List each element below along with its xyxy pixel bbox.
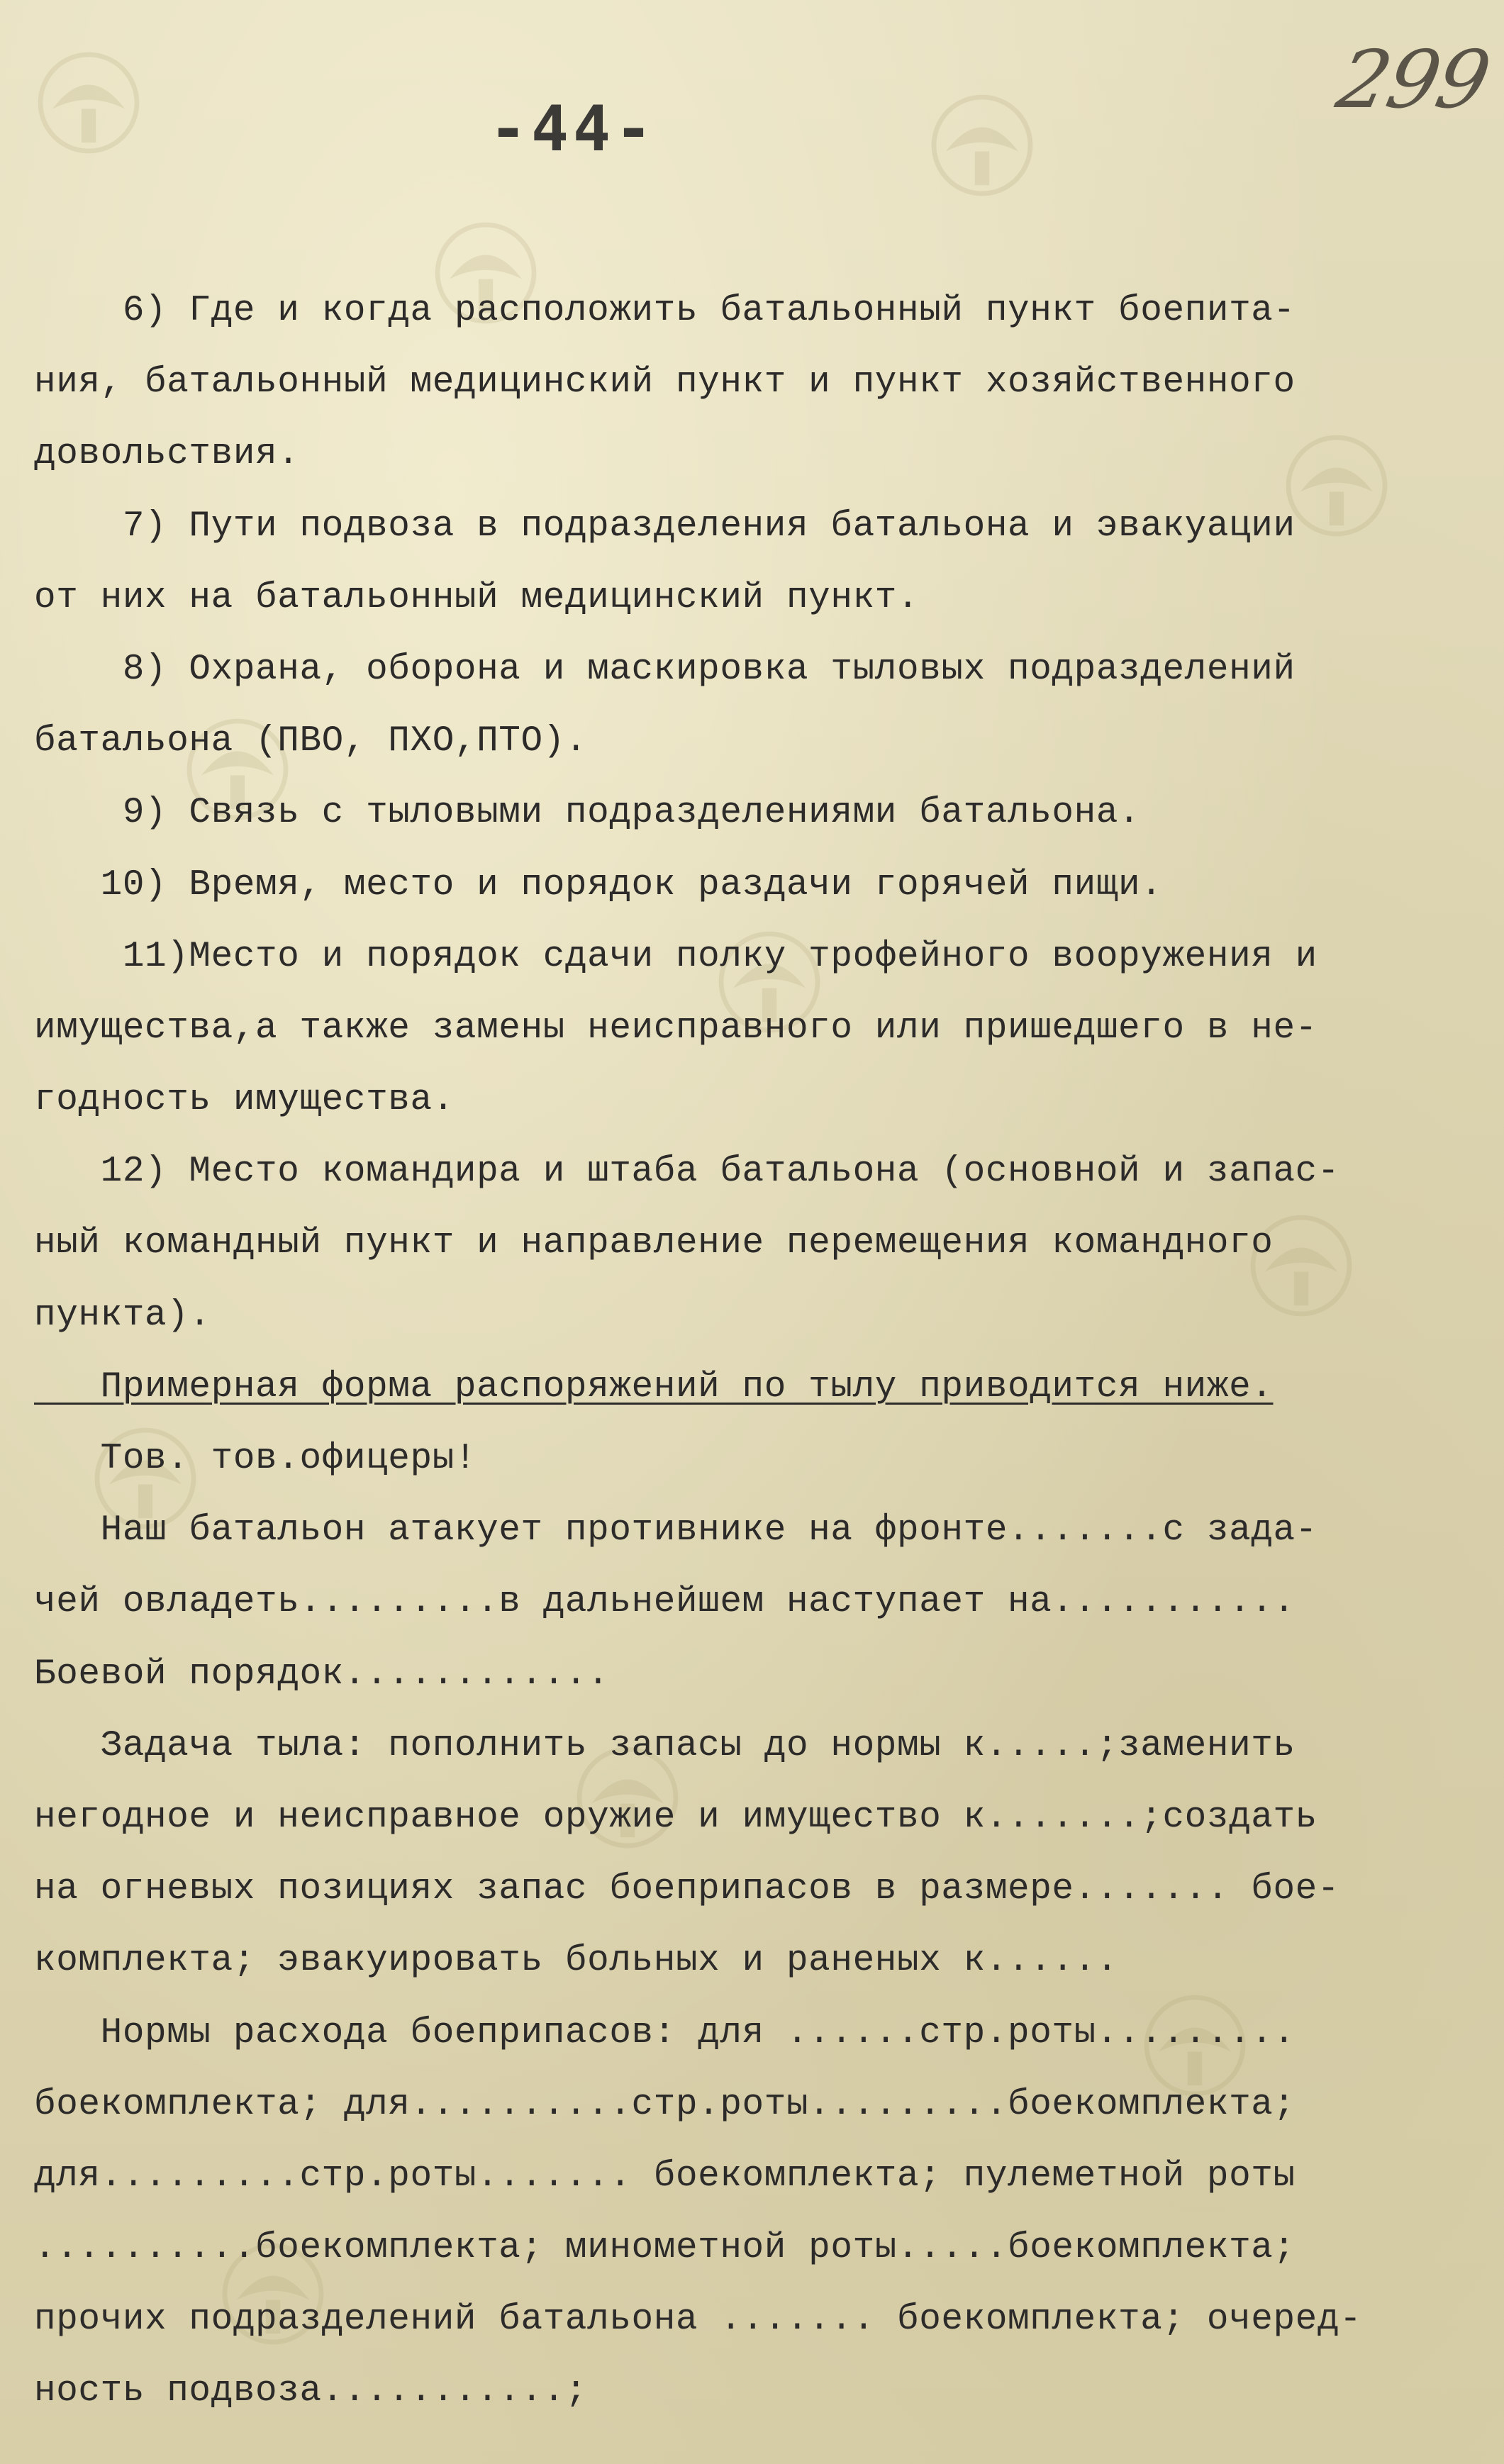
text-line: 10) Время, место и порядок раздачи горячей пищи. (34, 864, 1163, 905)
folio-number: 299 (1330, 34, 1497, 126)
text-line: 7) Пути подвоза в подразделения батальона и эвакуации (34, 506, 1296, 547)
text-line: негодное и неисправное оружие и имущество к.......;создать (34, 1797, 1318, 1838)
text-line: Нормы расхода боеприпасов: для ......стр.роты......... (34, 2012, 1296, 2053)
text-line: 9) Связь с тыловыми подразделениями батальона. (34, 793, 1141, 834)
text-line: прочих подразделений батальона ....... боекомплекта; очеред- (34, 2299, 1362, 2341)
text-line: ность подвоза...........; (34, 2371, 588, 2412)
text-line: 11)Место и порядок сдачи полку трофейного вооружения и (34, 936, 1318, 977)
text-line: Наш батальон атакует противнике на фронте.......с зада- (34, 1510, 1318, 1551)
text-line: Боевой порядок............ (34, 1654, 610, 1695)
text-line: ния, батальонный медицинский пункт и пункт хозяйственного (34, 362, 1296, 403)
text-line: ..........боекомплекта; минометной роты.....боекомплекта; (34, 2228, 1296, 2269)
watermark-crest-icon (922, 85, 1042, 206)
page-number: -44- (489, 92, 657, 165)
underlined-heading-text: Примерная форма распоряжений по тылу приводится ниже. (34, 1366, 1274, 1407)
text-line: Задача тыла: пополнить запасы до нормы к.....;заменить (34, 1725, 1296, 1766)
text-line: комплекта; эвакуировать больных и раненых к...... (34, 1941, 1119, 1982)
text-line: боекомплекта; для..........стр.роты.........боекомплекта; (34, 2084, 1296, 2125)
underlined-heading-line (34, 1351, 1481, 1423)
document-body (34, 275, 1481, 2428)
watermark-crest-icon (28, 43, 149, 163)
text-line: от них на батальонный медицинский пункт. (34, 577, 920, 618)
text-line: годность имущества. (34, 1080, 455, 1121)
text-line: 8) Охрана, оборона и маскировка тыловых подразделений (34, 649, 1296, 690)
text-line: Тов. тов.офицеры! (34, 1439, 477, 1479)
text-line: 6) Где и когда расположить батальонный пункт боепита- (34, 291, 1296, 331)
text-line: для.........стр.роты....... боекомплекта; пулеметной роты (34, 2156, 1296, 2197)
text-line: имущества,а также замены неисправного или пришедшего в не- (34, 1008, 1318, 1049)
text-line: довольствия. (34, 434, 300, 475)
text-line: на огневых позициях запас боеприпасов в размере....... бое- (34, 1869, 1340, 1910)
text-line: пункта). (34, 1295, 211, 1336)
text-line: батальона (ПВО, ПХО,ПТО). (34, 721, 588, 762)
text-line: 12) Место командира и штаба батальона (основной и запас- (34, 1152, 1340, 1193)
text-line: ный командный пункт и направление перемещения командного (34, 1223, 1274, 1264)
text-line: чей овладеть.........в дальнейшем наступает на........... (34, 1582, 1296, 1623)
